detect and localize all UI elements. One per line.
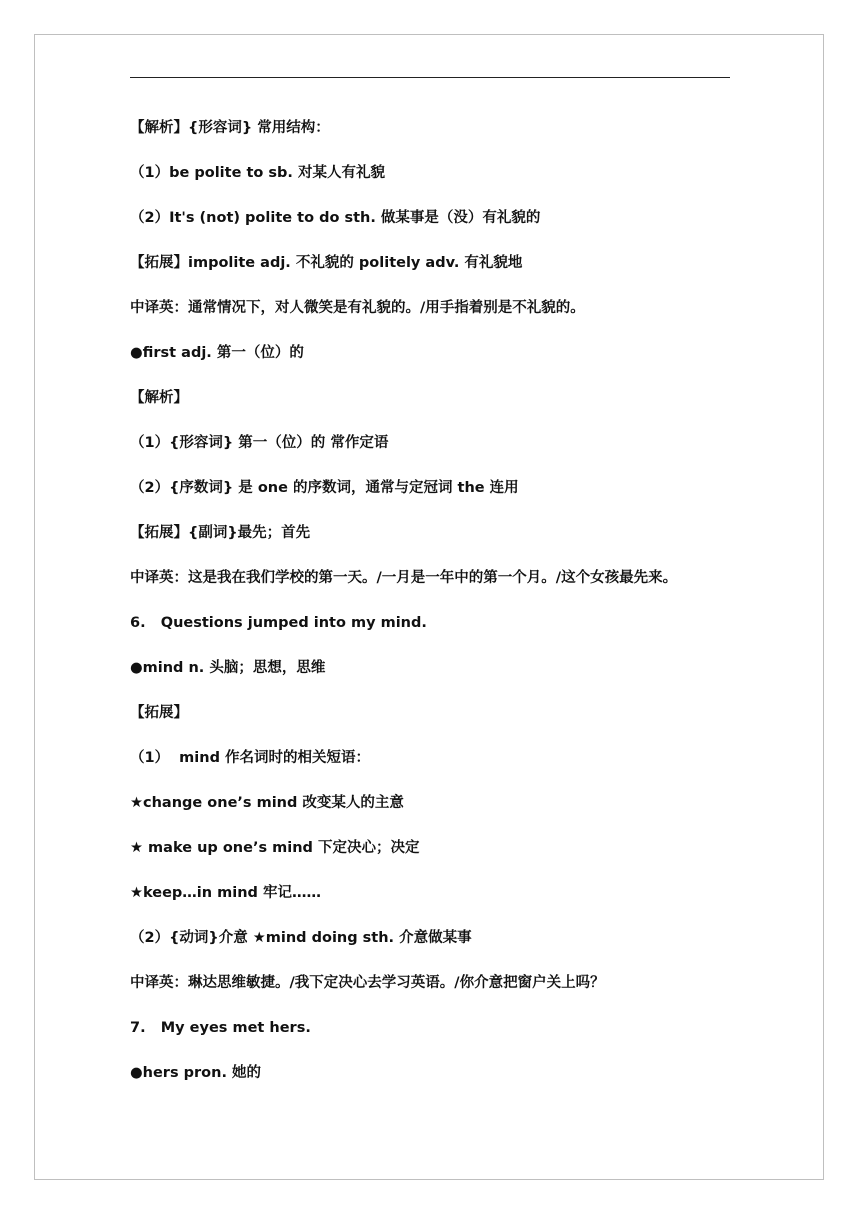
extension-first-adverb: 【拓展】{副词}最先；首先 (130, 525, 311, 541)
translation-exercise-polite: 中译英：通常情况下，对人微笑是有礼貌的。/用手指着别是不礼貌的。 (130, 300, 585, 316)
entry-hers: ●hers pron. 她的 (130, 1065, 262, 1081)
extension-heading-mind: 【拓展】 (130, 705, 188, 721)
entry-mind: ●mind n. 头脑；思想，思维 (130, 660, 326, 676)
document-body (130, 113, 730, 1103)
usage-first-adjective: （1）{形容词} 第一（位）的 常作定语 (130, 435, 389, 451)
usage-first-ordinal: （2）{序数词} 是 one 的序数词，通常与定冠词 the 连用 (130, 480, 519, 496)
mind-verb-usage: （2）{动词}介意 ★mind doing sth. 介意做某事 (130, 930, 472, 946)
header-rule (130, 77, 730, 78)
sentence-7: 7. My eyes met hers. (130, 1020, 311, 1036)
analysis-heading-first: 【解析】 (130, 390, 188, 406)
sentence-6: 6. Questions jumped into my mind. (130, 615, 427, 631)
extension-impolite: 【拓展】impolite adj. 不礼貌的 politely adv. 有礼貌地 (130, 255, 523, 271)
translation-exercise-first: 中译英：这是我在我们学校的第一天。/一月是一年中的第一个月。/这个女孩最先来。 (130, 570, 678, 586)
phrase-keep-in-mind: ★keep…in mind 牢记…… (130, 885, 321, 901)
translation-exercise-mind: 中译英：琳达思维敏捷。/我下定决心去学习英语。/你介意把窗户关上吗？ (130, 975, 605, 991)
analysis-heading-polite: 【解析】{形容词} 常用结构： (130, 120, 330, 136)
mind-noun-phrases: （1） mind 作名词时的相关短语： (130, 750, 371, 766)
phrase-make-up-mind: ★ make up one’s mind 下定决心；决定 (130, 840, 420, 856)
entry-first: ●first adj. 第一（位）的 (130, 345, 304, 361)
usage-be-polite: （1）be polite to sb. 对某人有礼貌 (130, 165, 385, 181)
usage-its-polite: （2）It's (not) polite to do sth. 做某事是（没）有礼貌的 (130, 210, 541, 226)
phrase-change-mind: ★change one’s mind 改变某人的主意 (130, 795, 404, 811)
